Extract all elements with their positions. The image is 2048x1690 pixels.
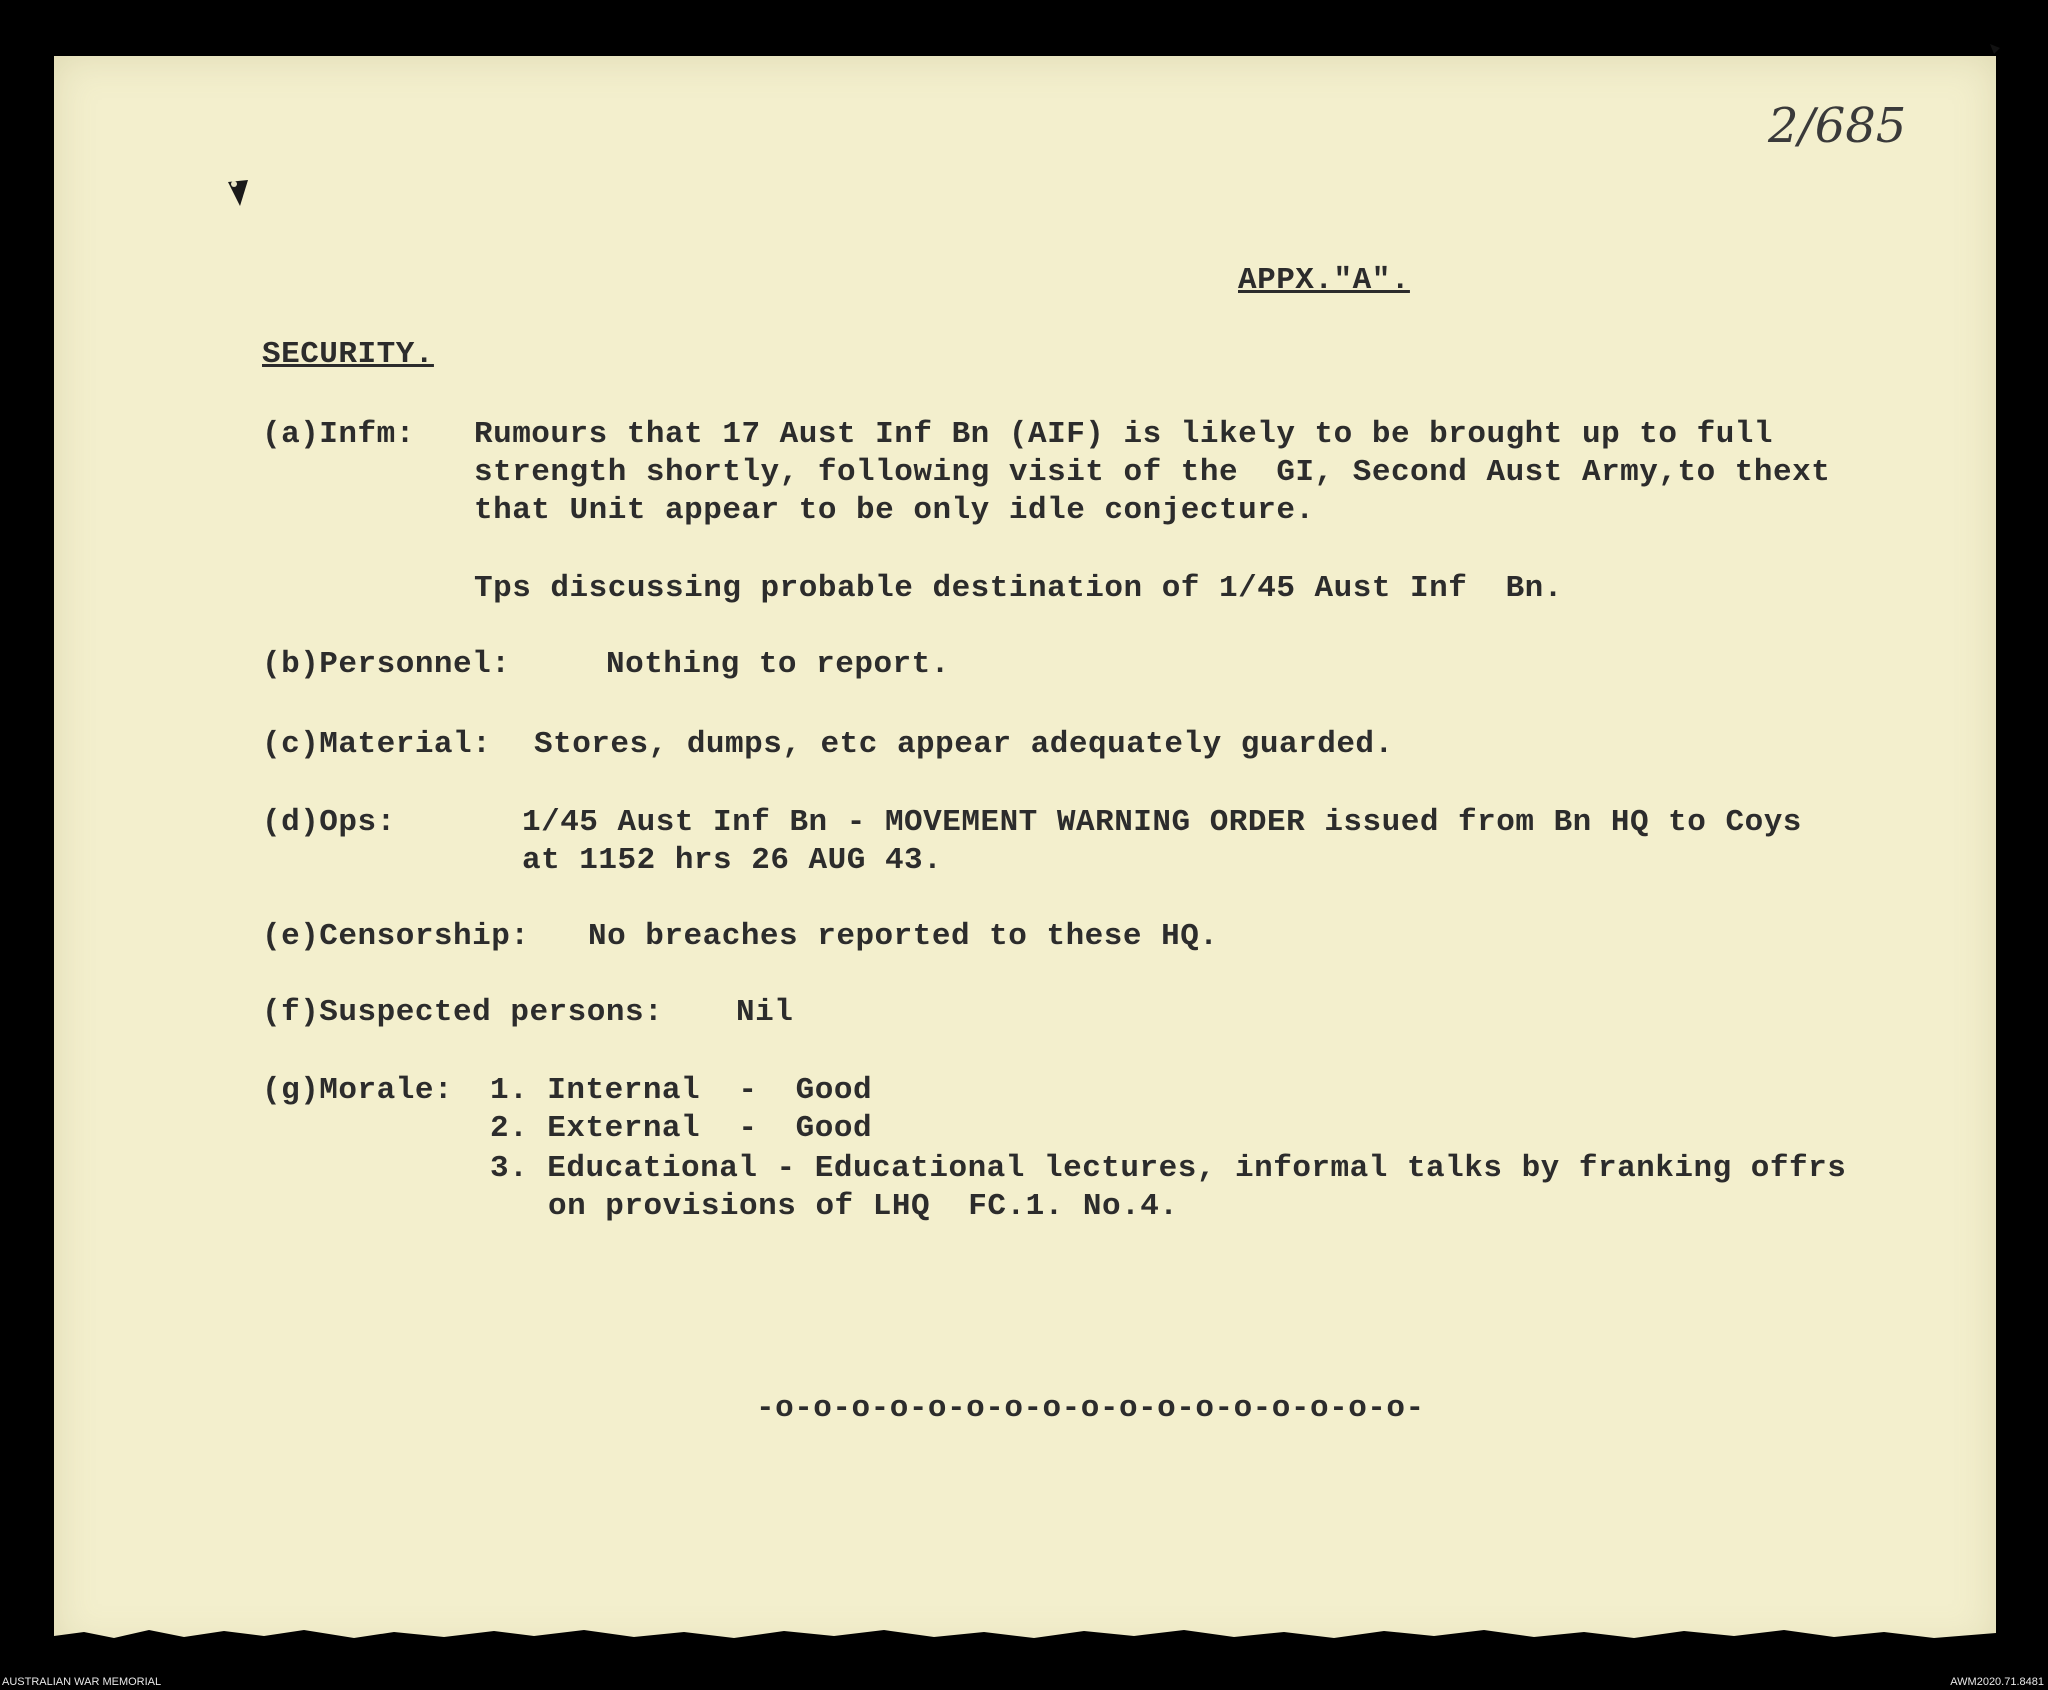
section-a-line3: that Unit appear to be only idle conjecture. — [474, 493, 1315, 528]
section-g-label: (g)Morale: — [262, 1073, 454, 1108]
section-e-label: (e)Censorship: — [262, 919, 530, 954]
section-a-label: (a)Infm: — [262, 417, 415, 452]
torn-bottom-edge — [54, 1622, 1996, 1652]
section-heading: SECURITY. — [262, 337, 434, 372]
section-b-label: (b)Personnel: — [262, 647, 511, 682]
section-c-label: (c)Material: — [262, 727, 492, 762]
section-g-item2: 2. External - Good — [490, 1111, 873, 1146]
page-number-handwritten: 2/685 — [1768, 98, 1907, 154]
section-f-text: Nil — [736, 995, 794, 1030]
section-e-text: No breaches reported to these HQ. — [588, 919, 1219, 954]
corner-mark — [1990, 44, 2000, 54]
section-d-line2: at 1152 hrs 26 AUG 43. — [522, 843, 943, 878]
footer-catalogue-id: AWM2020.71.8481 — [1950, 1676, 2044, 1688]
section-f-label: (f)Suspected persons: — [262, 995, 664, 1030]
appendix-title: APPX."A". — [1238, 263, 1410, 298]
section-a-line1: Rumours that 17 Aust Inf Bn (AIF) is likely to be brought up to full — [474, 417, 1774, 452]
end-marker: -o-o-o-o-o-o-o-o-o-o-o-o-o-o-o-o-o- — [756, 1391, 1425, 1426]
section-d-line1: 1/45 Aust Inf Bn - MOVEMENT WARNING ORDER issued from Bn HQ to Coys — [522, 805, 1802, 840]
punch-hole — [226, 178, 252, 208]
section-g-item3-line2: on provisions of LHQ FC.1. No.4. — [548, 1189, 1179, 1224]
section-g-item1: 1. Internal - Good — [490, 1073, 873, 1108]
section-d-label: (d)Ops: — [262, 805, 396, 840]
section-a-line2: strength shortly, following visit of the GI, Second Aust Army,to thext — [474, 455, 1831, 490]
section-g-item3-line1: 3. Educational - Educational lectures, informal talks by franking offrs — [490, 1151, 1847, 1186]
section-b-text: Nothing to report. — [606, 647, 950, 682]
section-a-line4: Tps discussing probable destination of 1/45 Aust Inf Bn. — [474, 571, 1563, 606]
footer-archive-name: AUSTRALIAN WAR MEMORIAL — [2, 1676, 162, 1688]
section-c-text: Stores, dumps, etc appear adequately guarded. — [534, 727, 1394, 762]
